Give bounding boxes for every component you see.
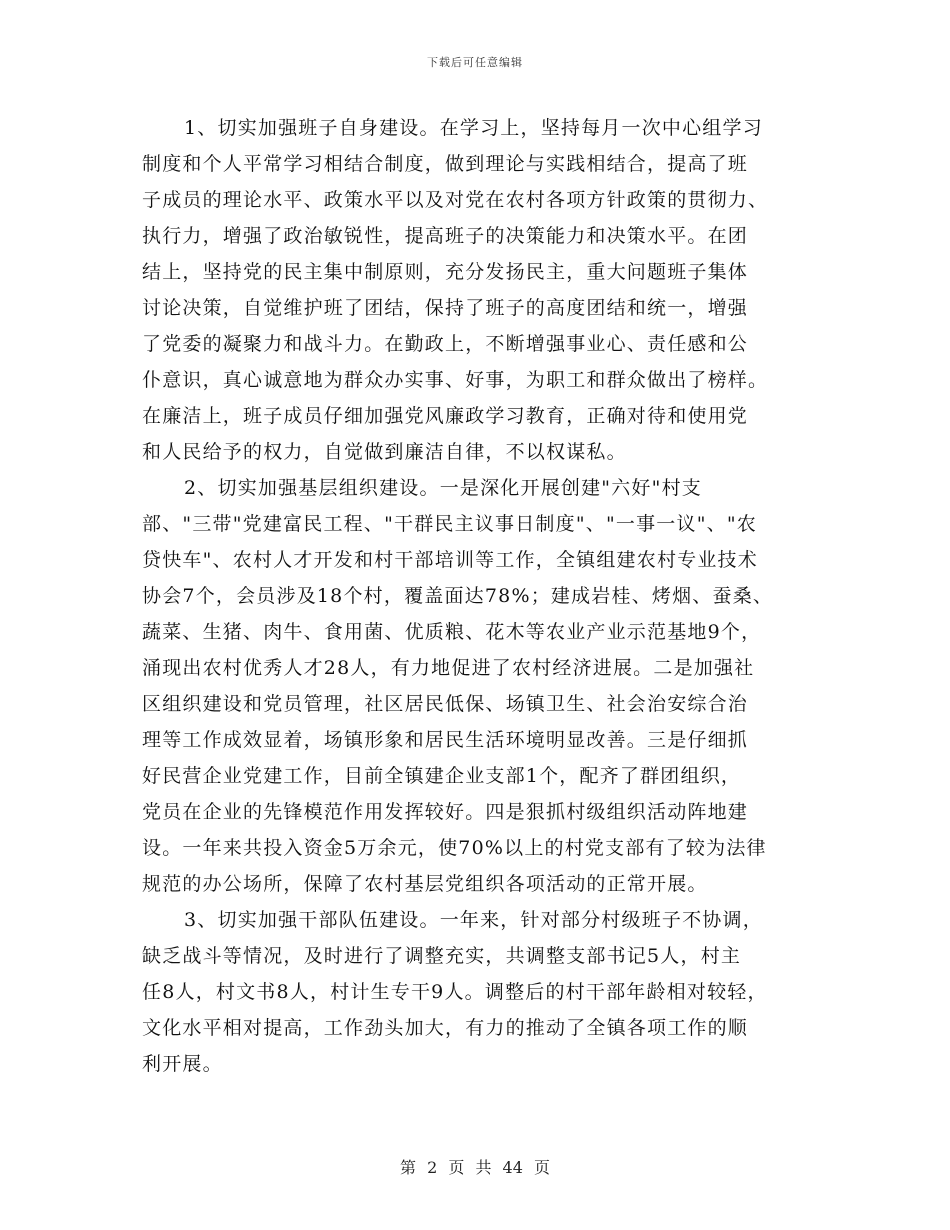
text-line: 蔬菜、生猪、肉牛、食用菌、优质粮、花木等农业产业示范基地9个， (142, 621, 762, 643)
text-line: 部、"三带"党建富民工程、"干群民主议事日制度"、"一事一议"、"农 (142, 513, 757, 535)
document-body (142, 110, 814, 1082)
text-line: 党员在企业的先锋模范作用发挥较好。四是狠抓村级组织活动阵地建 (142, 801, 749, 823)
text-line: 文化水平相对提高，工作劲头加大，有力的推动了全镇各项工作的顺 (142, 1017, 749, 1039)
page-number: 第 2 页 共 44 页 (400, 1158, 550, 1177)
text-line: 和人民给予的权力，自觉做到廉洁自律，不以权谋私。 (142, 441, 627, 463)
text-line: 协会7个，会员涉及18个村，覆盖面达78%；建成岩桂、烤烟、蚕桑、 (142, 585, 774, 607)
text-line: 仆意识，真心诚意地为群众办实事、好事，为职工和群众做出了榜样。 (142, 369, 769, 391)
text-line: 1、切实加强班子自身建设。在学习上，坚持每月一次中心组学习 (184, 117, 763, 139)
text-line: 涌现出农村优秀人才28人，有力地促进了农村经济进展。二是加强社 (142, 657, 755, 679)
text-line: 规范的办公场所，保障了农村基层党组织各项活动的正常开展。 (142, 873, 708, 895)
text-line: 理等工作成效显着，场镇形象和居民生活环境明显改善。三是仔细抓 (142, 729, 749, 751)
page-header-note: 下载后可任意编辑 (427, 56, 523, 69)
text-line: 利开展。 (142, 1053, 223, 1075)
text-line: 贷快车"、农村人才开发和村干部培训等工作，全镇组建农村专业技术 (142, 549, 758, 571)
text-line: 好民营企业党建工作，目前全镇建企业支部1个，配齐了群团组织， (142, 765, 742, 787)
text-line: 缺乏战斗等情况，及时进行了调整充实，共调整支部书记5人，村主 (142, 945, 742, 967)
text-line: 执行力，增强了政治敏锐性，提高班子的决策能力和决策水平。在团 (142, 225, 749, 247)
text-line: 设。一年来共投入资金5万余元，使70%以上的村党支部有了较为法律 (142, 837, 767, 859)
text-line: 了党委的凝聚力和战斗力。在勤政上，不断增强事业心、责任感和公 (142, 333, 749, 355)
text-line: 结上，坚持党的民主集中制原则，充分发扬民主，重大问题班子集体 (142, 261, 749, 283)
text-line: 在廉洁上，班子成员仔细加强党风廉政学习教育，正确对待和使用党 (142, 405, 749, 427)
text-line: 任8人，村文书8人，村计生专干9人。调整后的村干部年龄相对较轻， (142, 981, 768, 1003)
text-line: 子成员的理论水平、政策水平以及对党在农村各项方针政策的贯彻力、 (142, 189, 769, 211)
text-line: 制度和个人平常学习相结合制度，做到理论与实践相结合，提高了班 (142, 153, 749, 175)
text-line: 区组织建设和党员管理，社区居民低保、场镇卫生、社会治安综合治 (142, 693, 749, 715)
text-line: 2、切实加强基层组织建设。一是深化开展创建"六好"村支 (184, 477, 702, 499)
text-line: 讨论决策，自觉维护班了团结，保持了班子的高度团结和统一，增强 (142, 297, 749, 319)
text-line: 3、切实加强干部队伍建设。一年来，针对部分村级班子不协调， (184, 909, 763, 931)
